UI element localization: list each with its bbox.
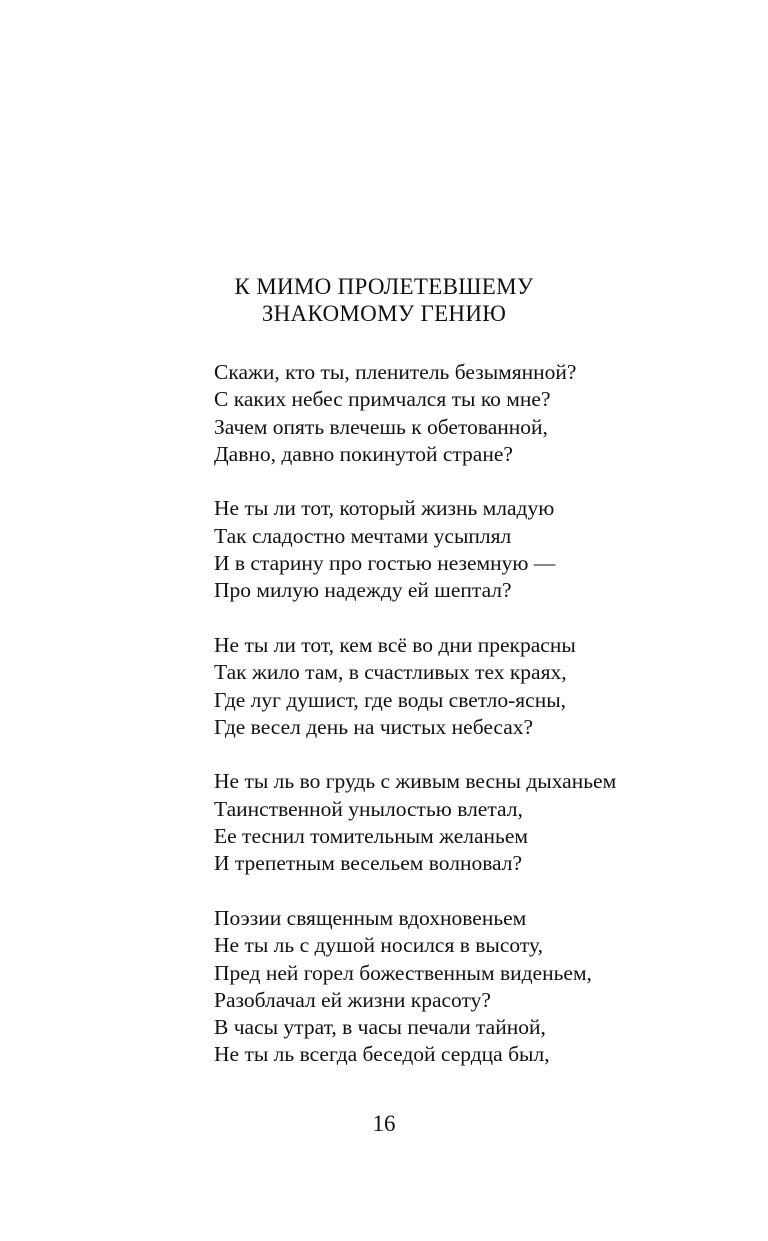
stanza-3 [214, 632, 616, 741]
poem-line: Разоблачал ей жизни красоту? [214, 987, 491, 1012]
poem-line: Так сладостно мечтами усыплял [214, 523, 512, 548]
stanza-1 [214, 359, 616, 468]
poem-line: Поэзии священным вдохновеньем [214, 905, 527, 930]
poem-line: Про милую надежду ей шептал? [214, 578, 512, 603]
poem-title-line-2: ЗНАКОМОМУ ГЕНИЮ [261, 301, 507, 326]
stanza-5 [214, 905, 616, 1069]
poem-line: С каких небес примчался ты ко мне? [214, 387, 551, 412]
poem-line: Где луг душист, где воды светло-ясны, [214, 687, 567, 712]
poem-title [0, 273, 768, 327]
poem-line: Так жило там, в счастливых тех краях, [214, 660, 567, 685]
page-number: 16 [372, 1111, 396, 1136]
poem-line: Зачем опять влечешь к обетованной, [214, 414, 548, 439]
poem-line: В часы утрат, в часы печали тайной, [214, 1015, 546, 1040]
poem-title-line-1: К МИМО ПРОЛЕТЕВШЕМУ [234, 274, 534, 299]
poem-body [214, 359, 616, 1069]
poem-line: Таинственной унылостью влетал, [214, 796, 523, 821]
poem-line: И трепетным весельем волновал? [214, 851, 523, 876]
poem-line: Не ты ли тот, который жизнь младую [214, 496, 555, 521]
poem-line: Где весел день на чистых небесах? [214, 714, 534, 739]
poem-line: Не ты ль во грудь с живым весны дыханьем [214, 769, 617, 794]
poem-line: Не ты ли тот, кем всё во дни прекрасны [214, 632, 576, 657]
poem-line: Давно, давно покинутой стране? [214, 441, 513, 466]
poem-line: И в старину про гостью неземную — [214, 551, 556, 576]
poem-line: Скажи, кто ты, пленитель безымянной? [214, 360, 577, 384]
poem-line: Пред ней горел божественным виденьем, [214, 960, 592, 985]
stanza-4 [214, 768, 616, 877]
poem-line: Не ты ль с душой носился в высоту, [214, 933, 543, 958]
poem-line: Ее теснил томительным желаньем [214, 824, 528, 849]
poem-line: Не ты ль всегда беседой сердца был, [214, 1042, 550, 1067]
stanza-2 [214, 495, 616, 604]
